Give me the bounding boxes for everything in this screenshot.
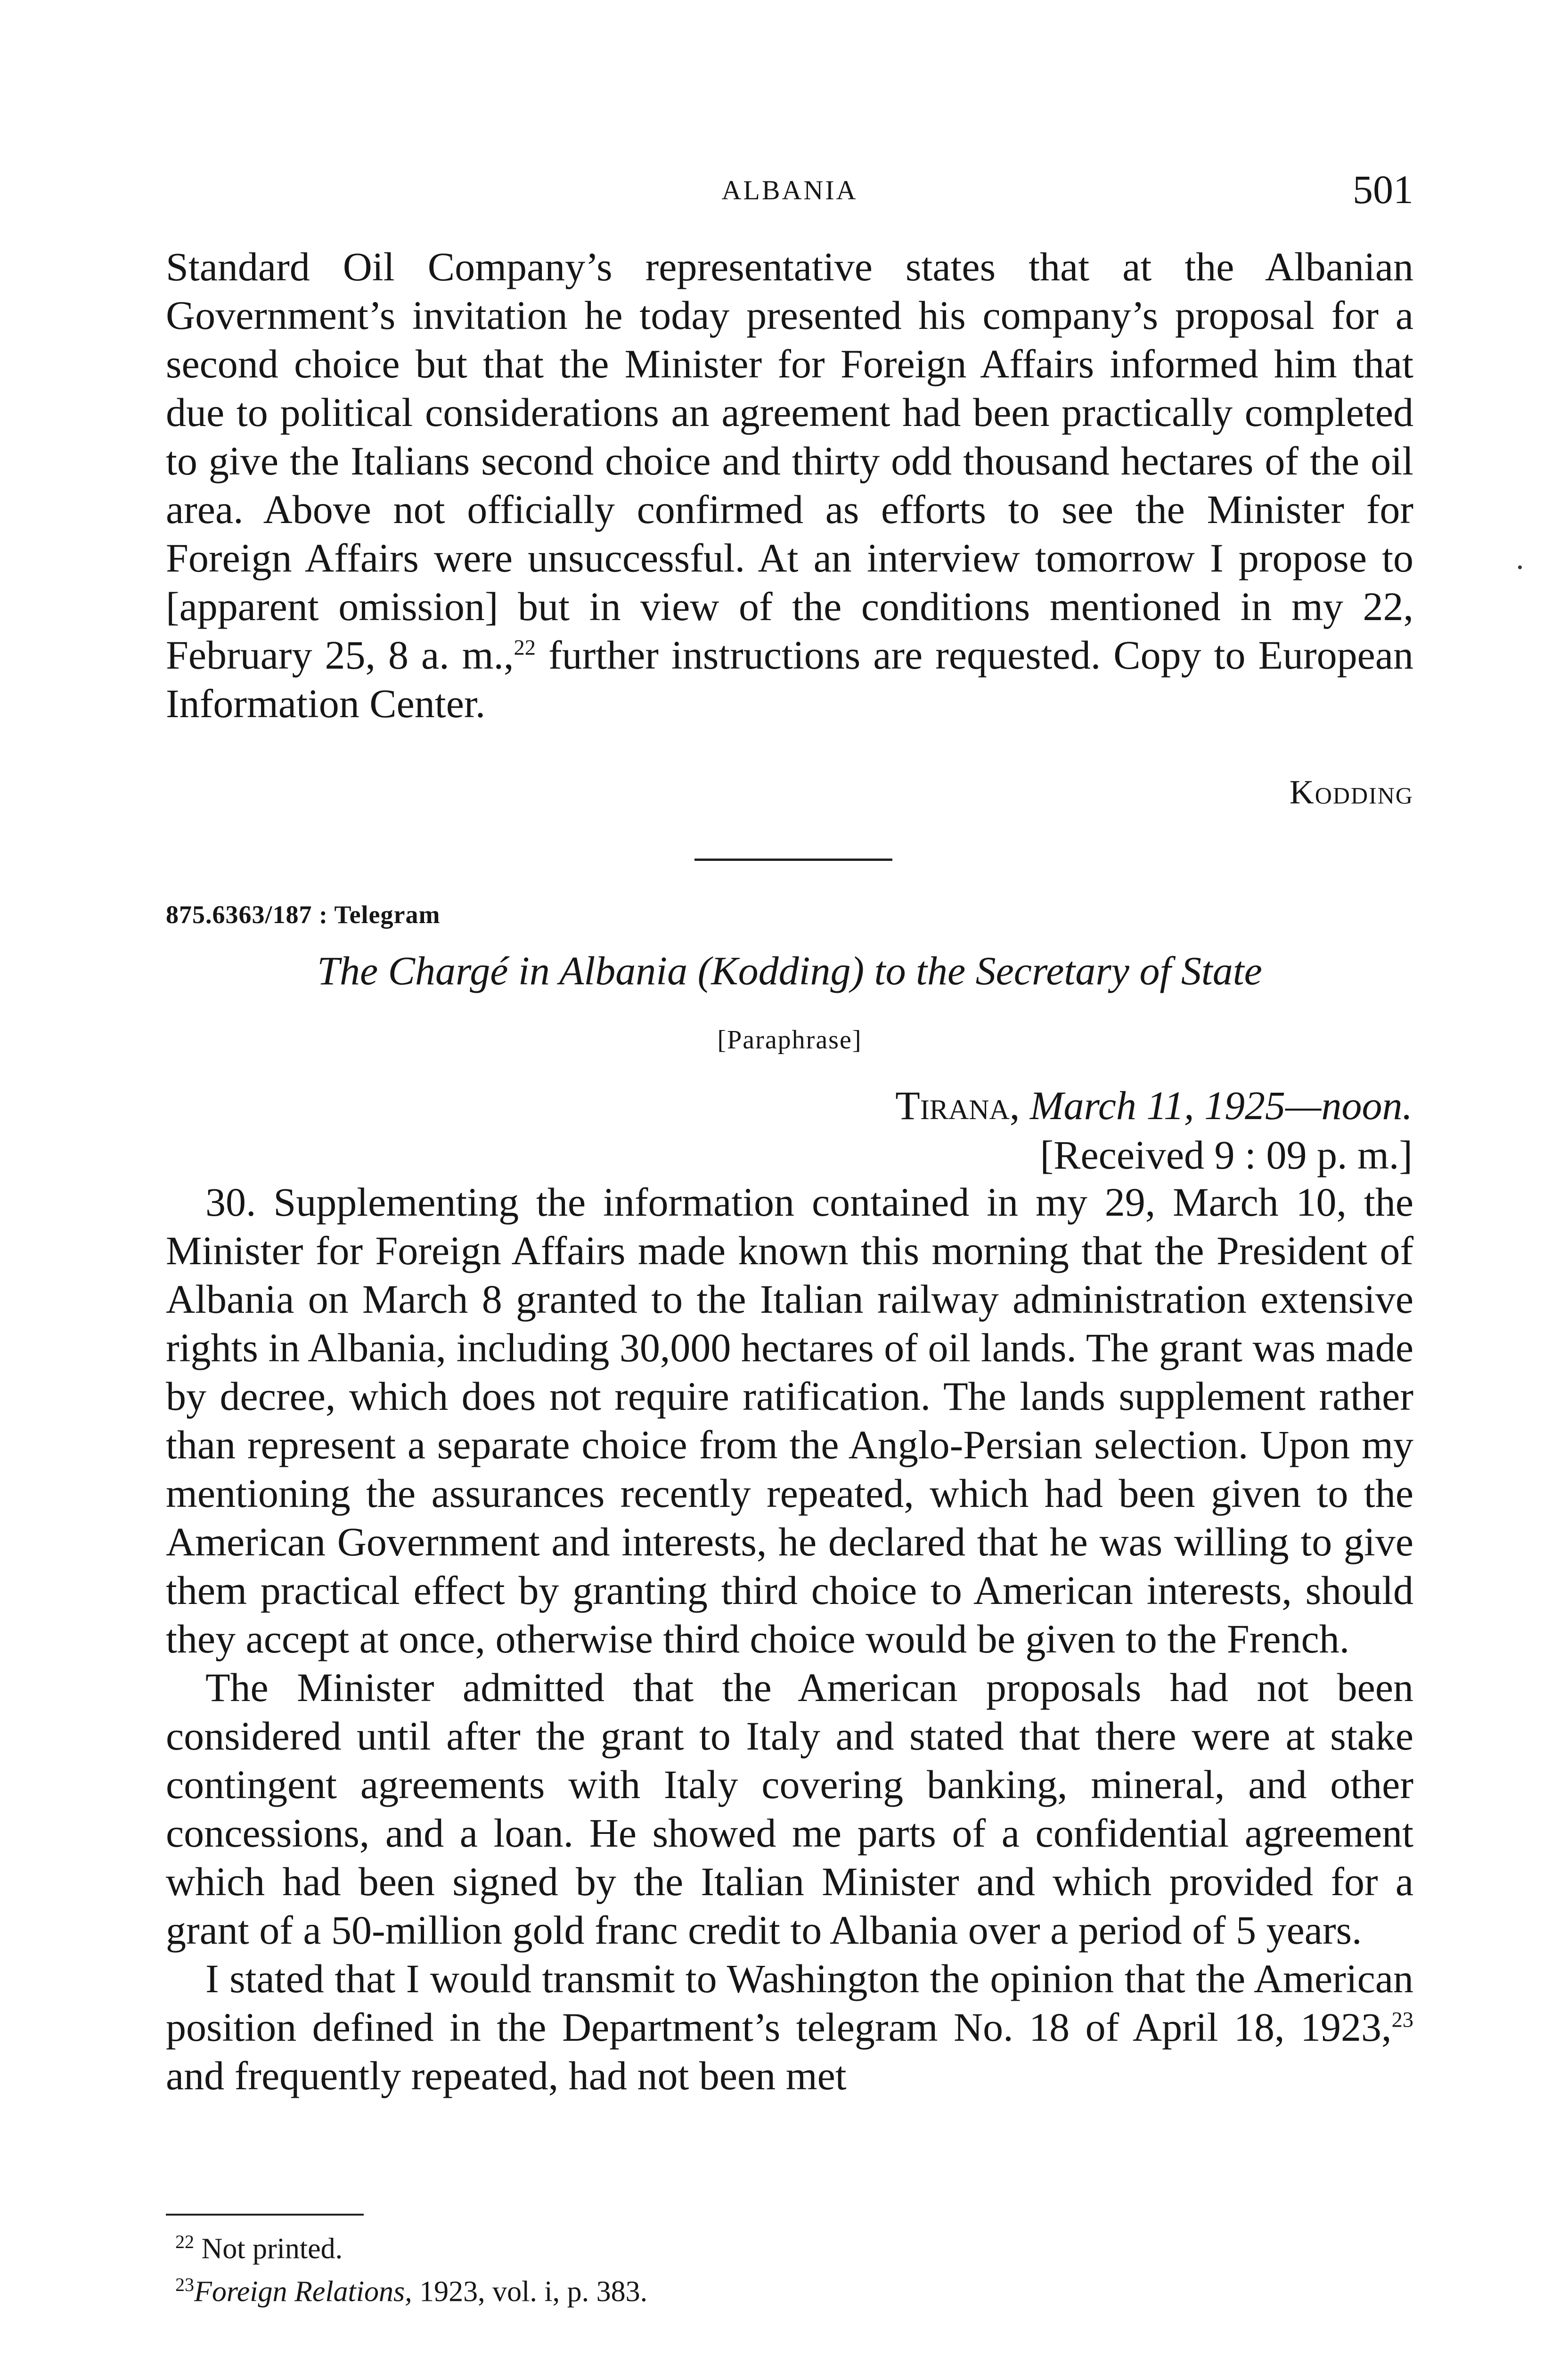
running-title: ALBANIA bbox=[721, 175, 858, 205]
footnote-number: 23 bbox=[175, 2274, 194, 2295]
footnote-text: Not printed. bbox=[201, 2233, 343, 2265]
footnote-number: 22 bbox=[175, 2231, 194, 2252]
footnote-ref: 22 bbox=[514, 636, 536, 660]
body-paragraph: 30. Supplementing the information contained in my 29, March 10, the Minister for Foreign Affairs made known this morning that the President of Albania on March 8 granted to the Italian railway administration extensive rights in Albania, including 30,000 hectares of oil lands. The grant was made by decree, which does not require ratification. The lands supplement rather than represent a separate choice from the Anglo-Persian selection. Upon my mentioning the assurances recently repeated, which had been given to the American Government and interests, he declared that he was willing to give them practical effect by granting third choice to American interests, should they accept at once, otherwise third choice would be given to the French. bbox=[166, 1179, 1413, 1661]
footnote bbox=[175, 2224, 647, 2267]
margin-mark bbox=[1518, 565, 1522, 569]
first-document-body bbox=[166, 243, 1413, 728]
footnote-divider bbox=[166, 2214, 364, 2216]
second-document-body bbox=[166, 1178, 1413, 2100]
dateline-place: Tirana, bbox=[895, 1083, 1020, 1128]
footnotes bbox=[175, 2224, 647, 2309]
footnote-text: 1923, vol. i, p. 383. bbox=[412, 2275, 648, 2308]
first-document-paragraph bbox=[166, 243, 1413, 728]
paragraph-text-end: and frequently repeated, had not been met bbox=[166, 2053, 847, 2098]
dateline-date: March 11, 1925—noon. bbox=[1029, 1083, 1413, 1128]
received-line: [Received 9 : 09 p. m.] bbox=[1040, 1132, 1413, 1178]
body-paragraph-last bbox=[166, 1955, 1413, 2100]
paragraph-text-end: further instructions are requested. Copy to European Information Center. bbox=[166, 632, 1414, 726]
paragraph-text: I stated that I would transmit to Washington the opinion that the American position defined in the Department’s telegram No. 18 of April 18, 1923, bbox=[166, 1956, 1413, 2050]
body-paragraph: The Minister admitted that the American proposals had not been considered until after the grant to Italy and stated that there were at stake contingent agreements with Italy covering banking, mineral, and other concessions, and a loan. He showed me parts of a confidential agreement which had been signed by the Italian Minister and which provided for a grant of a 50-million gold franc credit to Albania over a period of 5 years. bbox=[166, 1665, 1413, 1953]
file-reference: 875.6363/187 : Telegram bbox=[166, 900, 441, 929]
signature: Kodding bbox=[1289, 773, 1413, 811]
footnote-italic-text: Foreign Relations, bbox=[194, 2275, 412, 2308]
running-head bbox=[166, 166, 1413, 218]
footnote-ref: 23 bbox=[1391, 2008, 1413, 2032]
dateline bbox=[895, 1081, 1413, 1130]
footnote bbox=[175, 2267, 647, 2310]
document-title: The Chargé in Albania (Kodding) to the Secretary of State bbox=[317, 948, 1262, 993]
page-number: 501 bbox=[1353, 167, 1413, 212]
paraphrase-label: [Paraphrase] bbox=[717, 1025, 862, 1055]
section-divider bbox=[694, 859, 892, 861]
paragraph-text: Standard Oil Company’s representative states that at the Albanian Government’s invitation he today presented his company’s proposal for a second choice but that the Minister for Foreign Affairs informed him that due to political considerations an agreement had been practically completed to give the Italians second choice and thirty odd thousand hectares of the oil area. Above not officially confirmed as efforts to see the Minister for Foreign Affairs were unsuccessful. At an interview tomorrow I propose to [apparent omission] but in view of the conditions mentioned in my 22, February 25, 8 a. m., bbox=[166, 244, 1413, 678]
